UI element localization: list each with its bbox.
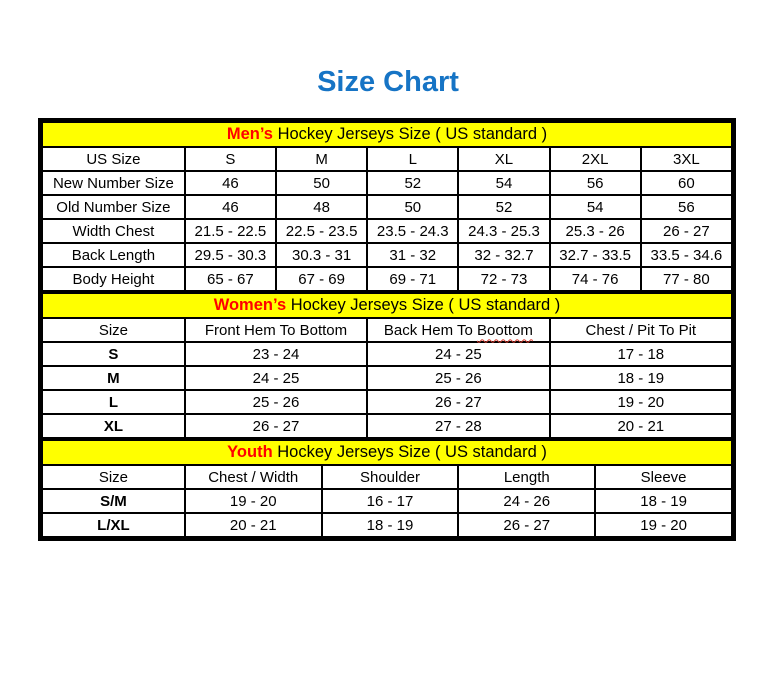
men-value-cell: 65 - 67 [185,267,276,291]
men-row-label: Back Length [42,243,185,267]
youth-row-label: L/XL [42,513,185,537]
women-col-header: Back Hem To Boottom [367,318,549,342]
women-row-label: M [42,366,185,390]
men-value-cell: 21.5 - 22.5 [185,219,276,243]
women-table [41,292,733,439]
womens-size-section [41,292,733,439]
men-value-cell: 48 [276,195,367,219]
men-col-header: M [276,147,367,171]
men-value-cell: 74 - 76 [550,267,641,291]
youth-col-header: Sleeve [595,465,732,489]
men-row-label: Old Number Size [42,195,185,219]
men-col-header: 3XL [641,147,732,171]
men-col-header: L [367,147,458,171]
men-col-header: US Size [42,147,185,171]
youth-value-cell: 24 - 26 [458,489,595,513]
men-value-cell: 23.5 - 24.3 [367,219,458,243]
men-value-cell: 52 [458,195,549,219]
women-banner-highlight: Women’s [213,296,287,314]
men-banner [42,122,732,147]
women-col-header: Front Hem To Bottom [185,318,367,342]
women-table-row [42,414,732,438]
men-table [41,121,733,292]
women-table-row [42,366,732,390]
men-value-cell: 29.5 - 30.3 [185,243,276,267]
men-value-cell: 67 - 69 [276,267,367,291]
women-banner-text: Hockey Jerseys Size ( US standard ) [286,296,561,314]
men-table-row [42,267,732,291]
men-value-cell: 22.5 - 23.5 [276,219,367,243]
men-value-cell: 46 [185,195,276,219]
youth-table-row [42,489,732,513]
youth-col-header: Chest / Width [185,465,322,489]
youth-banner-text: Hockey Jerseys Size ( US standard ) [272,443,547,461]
women-value-cell: 25 - 26 [185,390,367,414]
youth-value-cell: 18 - 19 [595,489,732,513]
men-value-cell: 56 [641,195,732,219]
men-col-header: S [185,147,276,171]
men-value-cell: 32.7 - 33.5 [550,243,641,267]
men-value-cell: 56 [550,171,641,195]
men-value-cell: 54 [550,195,641,219]
youth-value-cell: 26 - 27 [458,513,595,537]
men-table-row [42,171,732,195]
youth-col-header: Shoulder [322,465,459,489]
men-table-row [42,243,732,267]
women-value-cell: 24 - 25 [367,342,549,366]
men-table-row [42,219,732,243]
men-col-header: XL [458,147,549,171]
men-banner-text: Hockey Jerseys Size ( US standard ) [272,125,548,143]
youth-table-row [42,513,732,537]
youth-banner [42,440,732,465]
youth-row-label: S/M [42,489,185,513]
youth-col-header: Length [458,465,595,489]
women-value-cell: 27 - 28 [367,414,549,438]
youth-col-header: Size [42,465,185,489]
men-value-cell: 50 [367,195,458,219]
women-col-header: Chest / Pit To Pit [550,318,732,342]
men-value-cell: 33.5 - 34.6 [641,243,732,267]
men-value-cell: 25.3 - 26 [550,219,641,243]
men-row-label: New Number Size [42,171,185,195]
women-value-cell: 19 - 20 [550,390,732,414]
youth-value-cell: 20 - 21 [185,513,322,537]
men-row-label: Width Chest [42,219,185,243]
women-value-cell: 24 - 25 [185,366,367,390]
women-banner [42,293,732,318]
women-row-label: S [42,342,185,366]
men-value-cell: 50 [276,171,367,195]
women-value-cell: 18 - 19 [550,366,732,390]
women-value-cell: 23 - 24 [185,342,367,366]
men-row-label: Body Height [42,267,185,291]
women-value-cell: 20 - 21 [550,414,732,438]
men-value-cell: 46 [185,171,276,195]
mens-size-section [41,121,733,292]
youth-value-cell: 19 - 20 [595,513,732,537]
youth-value-cell: 19 - 20 [185,489,322,513]
men-value-cell: 60 [641,171,732,195]
youth-table [41,439,733,538]
men-value-cell: 77 - 80 [641,267,732,291]
women-value-cell: 26 - 27 [185,414,367,438]
page-title: Size Chart [317,66,459,98]
youth-banner-highlight: Youth [227,443,273,461]
men-banner-highlight: Men’s [226,125,273,143]
women-value-cell: 17 - 18 [550,342,732,366]
men-value-cell: 32 - 32.7 [458,243,549,267]
women-row-label: L [42,390,185,414]
men-value-cell: 26 - 27 [641,219,732,243]
women-table-row [42,390,732,414]
men-value-cell: 72 - 73 [458,267,549,291]
men-value-cell: 54 [458,171,549,195]
men-value-cell: 30.3 - 31 [276,243,367,267]
men-col-header: 2XL [550,147,641,171]
women-col-header: Size [42,318,185,342]
women-table-row [42,342,732,366]
youth-size-section [41,439,733,538]
women-row-label: XL [42,414,185,438]
youth-value-cell: 18 - 19 [322,513,459,537]
misspelled-word: Boottom [477,321,533,339]
men-value-cell: 31 - 32 [367,243,458,267]
women-value-cell: 26 - 27 [367,390,549,414]
men-value-cell: 52 [367,171,458,195]
men-table-row [42,195,732,219]
men-value-cell: 24.3 - 25.3 [458,219,549,243]
men-value-cell: 69 - 71 [367,267,458,291]
women-value-cell: 25 - 26 [367,366,549,390]
size-chart [38,118,736,541]
youth-value-cell: 16 - 17 [322,489,459,513]
